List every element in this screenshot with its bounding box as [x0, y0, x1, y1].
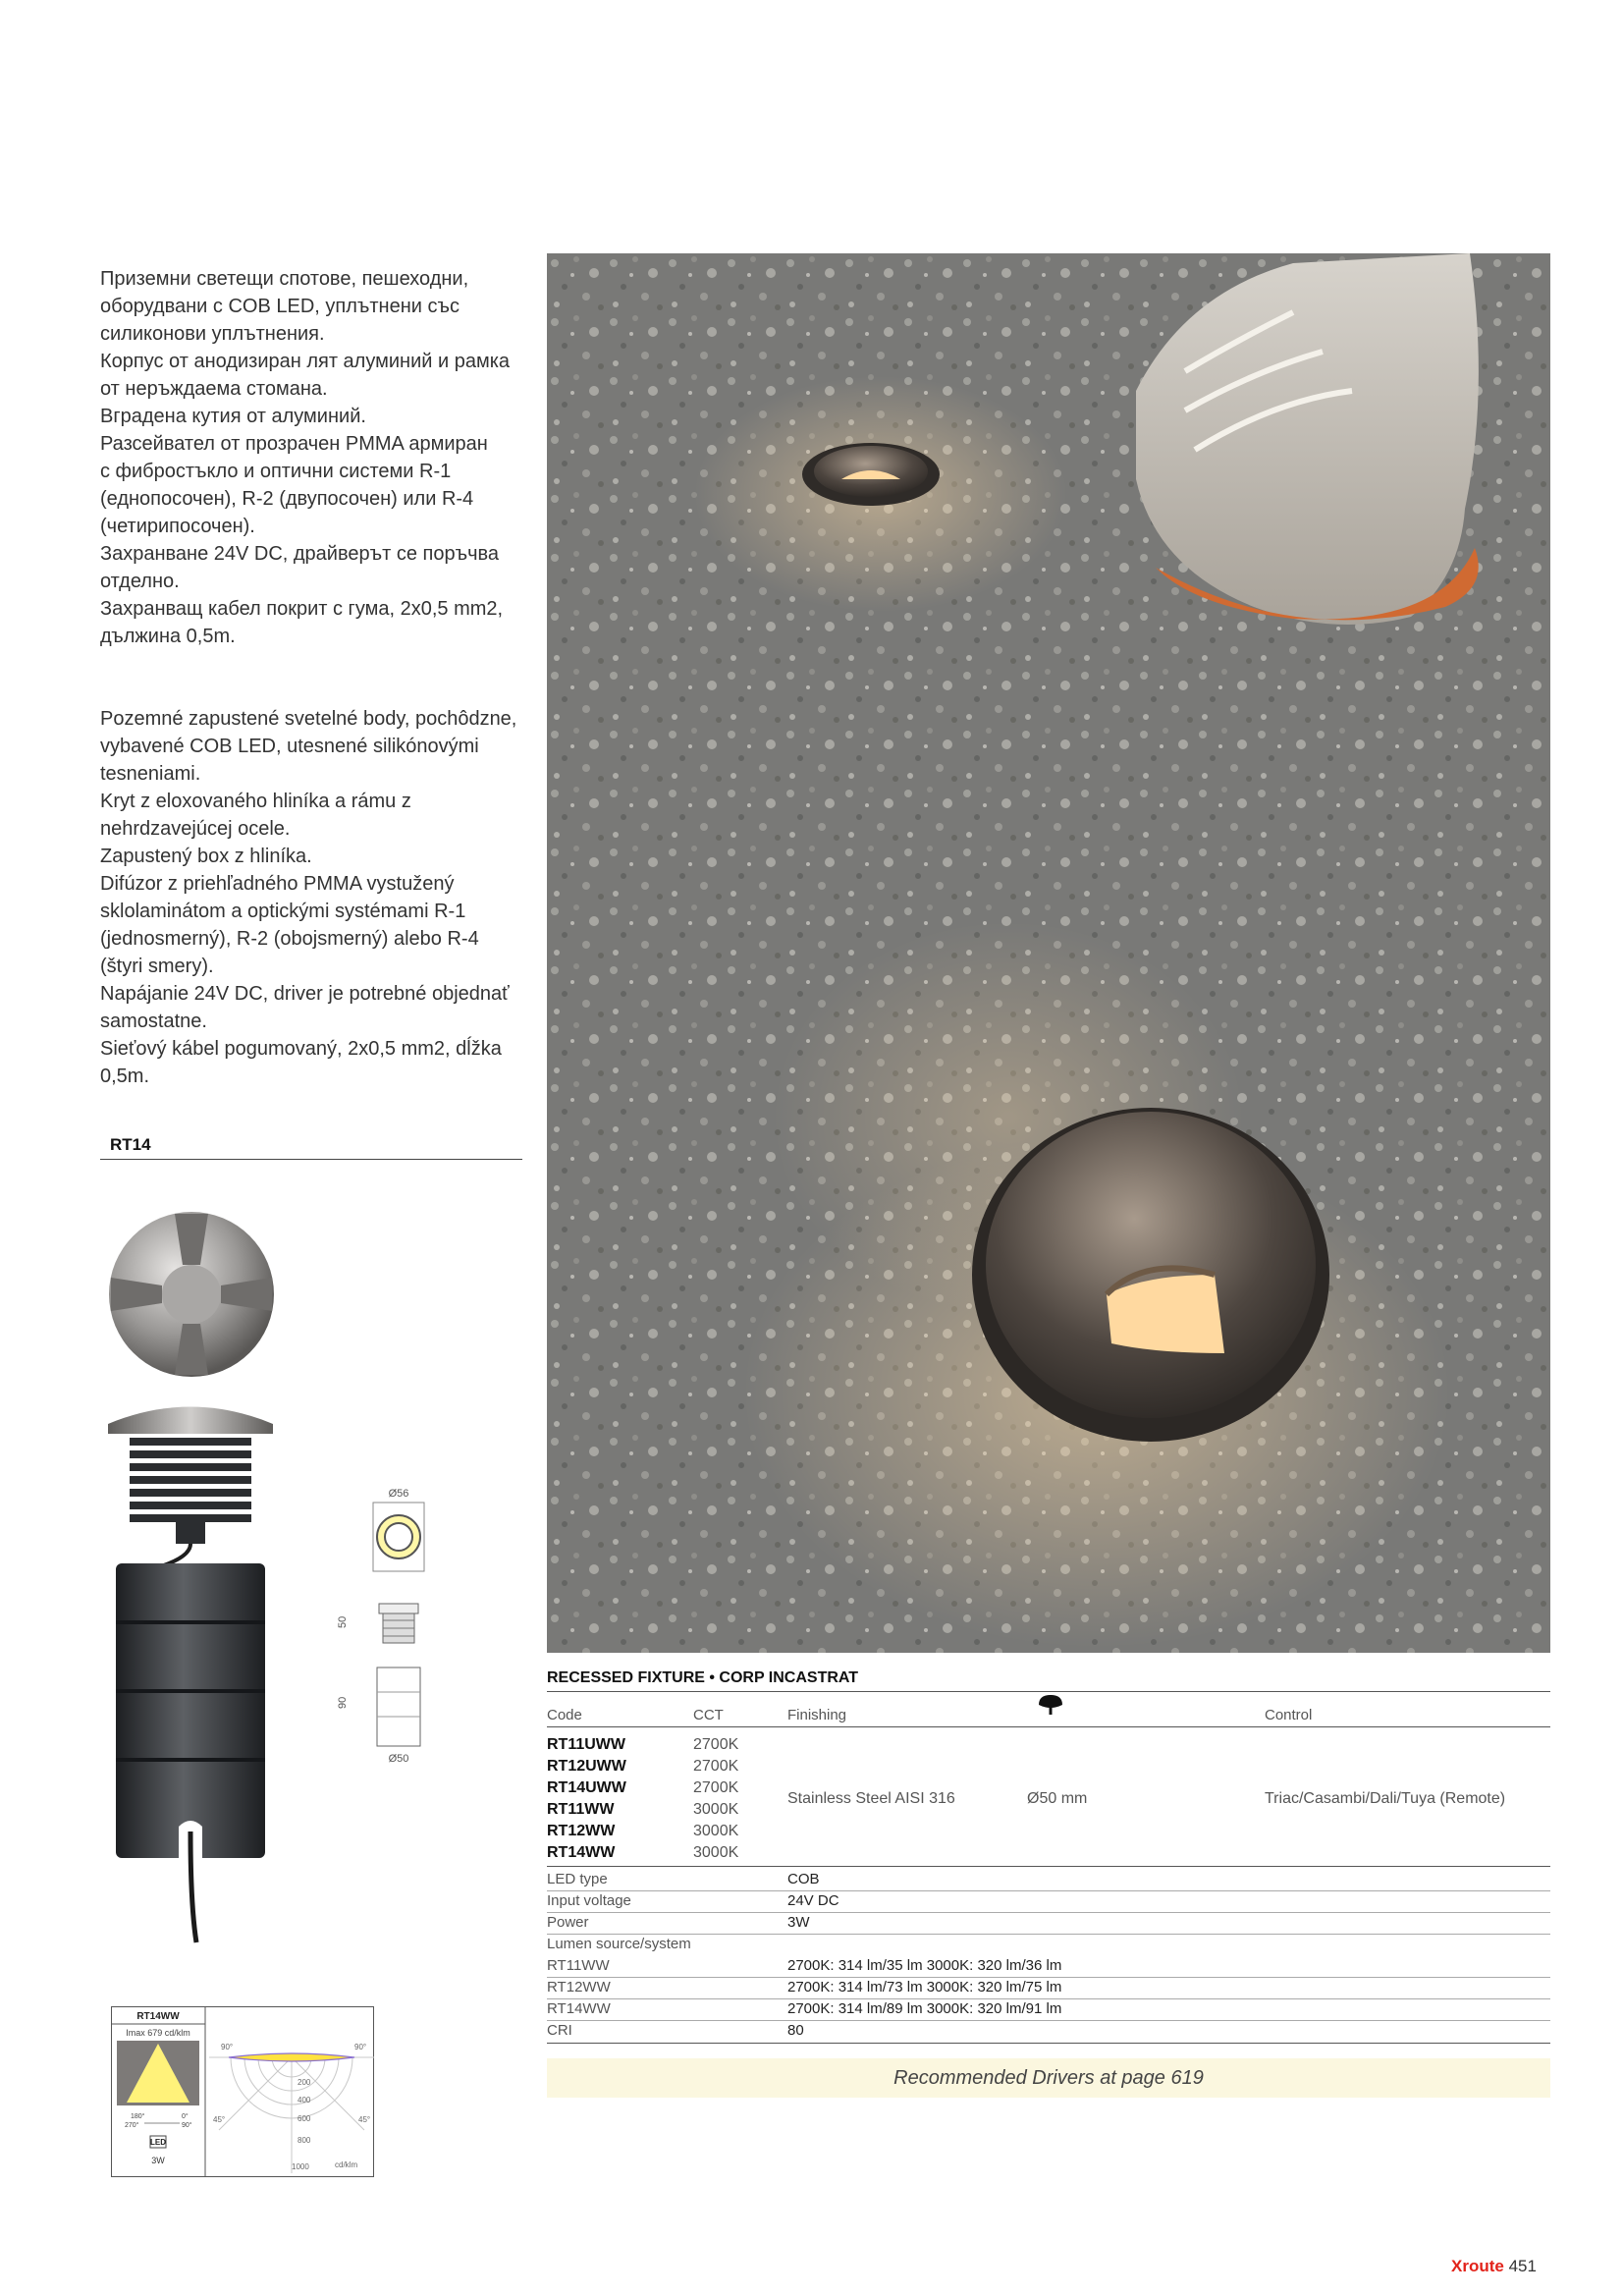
text-line: Pozemné zapustené svetelné body, pochôdzne, [100, 708, 517, 730]
spec-value: 80 [787, 2022, 804, 2039]
text-line: (štyri smery). [100, 956, 214, 977]
code-cell: RT14UWW [547, 1779, 626, 1796]
text-line: (еднопосочен), R-2 (двупосочен) или R-4 [100, 488, 474, 510]
header-cct: CCT [693, 1707, 724, 1723]
divider [547, 1998, 1550, 1999]
text-line: vybavené COB LED, utesnené silikónovými [100, 736, 479, 757]
dimension-diameter-label: Ø56 [388, 1488, 409, 1500]
spec-value: COB [787, 1871, 820, 1887]
divider [100, 1159, 522, 1160]
polar-angle-label: 90° [221, 2043, 234, 2051]
text-line: отделно. [100, 571, 180, 592]
spec-label: RT12WW [547, 1979, 611, 1995]
product-photo [547, 253, 1550, 1653]
spec-label: RT11WW [547, 1957, 610, 1974]
text-line: sklolaminátom a optickými systémami R-1 [100, 901, 466, 922]
power-label: 3W [151, 2156, 165, 2165]
dimension-height-top-label: 50 [337, 1615, 349, 1628]
text-line: дължина 0,5m. [100, 626, 236, 647]
divider [547, 1866, 1550, 1867]
spec-value: 3W [787, 1914, 810, 1931]
ring-label: 400 [298, 2096, 311, 2105]
cct-cell: 2700K [693, 1758, 739, 1775]
text-line: Корпус от анодизиран лят алуминий и рамка [100, 351, 511, 372]
table-title: RECESSED FIXTURE • CORP INCASTRAT [547, 1669, 859, 1686]
cct-cell: 3000K [693, 1801, 739, 1818]
ring-label: 800 [298, 2136, 311, 2145]
text-line: силиконови уплътнения. [100, 323, 325, 345]
spec-label: LED type [547, 1871, 608, 1887]
cct-cell: 2700K [693, 1736, 739, 1753]
control-cell: Triac/Casambi/Dali/Tuya (Remote) [1265, 1790, 1506, 1807]
photometric-imax: Imax 679 cd/klm [126, 2028, 190, 2038]
dim-side-top [379, 1604, 418, 1643]
code-cell: RT11WW [547, 1801, 615, 1818]
code-cell: RT11UWW [547, 1736, 625, 1753]
angle-label: 0° [182, 2113, 189, 2120]
description-bulgarian [100, 265, 532, 650]
photometric-diagram [111, 2006, 374, 2177]
product-side-view-image [102, 1394, 279, 1944]
code-cell: RT12WW [547, 1823, 616, 1839]
text-line: Napájanie 24V DC, driver je potrebné objednať [100, 983, 510, 1005]
text-line: Difúzor z priehľadného PMMA vystužený [100, 873, 455, 895]
code-cell: RT14WW [547, 1844, 616, 1861]
product-top-view-image [98, 1206, 285, 1383]
diameter-cell: Ø50 mm [1027, 1790, 1088, 1807]
dimension-box-diameter-label: Ø50 [388, 1753, 409, 1765]
angle-label: 270° [125, 2122, 139, 2129]
cct-cell: 2700K [693, 1779, 739, 1796]
spec-label: Lumen source/system [547, 1936, 691, 1952]
header-code: Code [547, 1707, 582, 1723]
spec-label: RT14WW [547, 2000, 611, 2017]
text-line: (jednosmerný), R-2 (obojsmerný) alebo R-4 [100, 928, 479, 950]
text-line: Захранване 24V DC, драйверът се поръчва [100, 543, 500, 565]
finishing-cell: Stainless Steel AISI 316 [787, 1790, 955, 1807]
header-finishing: Finishing [787, 1707, 847, 1723]
spec-value: 2700K: 314 lm/89 lm 3000K: 320 lm/91 lm [787, 2000, 1062, 2017]
model-label: RT14 [110, 1135, 151, 1154]
spec-value: 2700K: 314 lm/35 lm 3000K: 320 lm/36 lm [787, 1957, 1062, 1974]
ring-label: 600 [298, 2114, 311, 2123]
dimension-height-box-label: 90 [337, 1696, 349, 1709]
header-control: Control [1265, 1707, 1313, 1723]
cct-cell: 3000K [693, 1823, 739, 1839]
ring-label: 1000 [292, 2162, 309, 2171]
diameter-icon [1033, 1691, 1068, 1717]
divider [547, 2020, 1550, 2021]
polar-angle-label: 90° [354, 2043, 367, 2051]
recommended-drivers-note: Recommended Drivers at page 619 [547, 2058, 1550, 2098]
spec-label: Power [547, 1914, 589, 1931]
divider [547, 2043, 1550, 2044]
polar-angle-label: 45° [213, 2115, 226, 2124]
angle-label: 180° [131, 2113, 145, 2120]
polar-angle-label: 45° [358, 2115, 371, 2124]
text-line: Kryt z eloxovaného hliníka a rámu z [100, 791, 411, 812]
text-line: (четирипосочен). [100, 516, 255, 537]
unit-label: cd/klm [335, 2160, 358, 2169]
led-label: LED [150, 2138, 166, 2147]
spec-value: 24V DC [787, 1892, 839, 1909]
divider [547, 1934, 1550, 1935]
brand-name: Xroute [1451, 2257, 1504, 2275]
text-line: Sieťový kábel pogumovaný, 2x0,5 mm2, dĺžka [100, 1038, 502, 1060]
text-line: 0,5m. [100, 1066, 150, 1087]
text-line: оборудвани с COB LED, уплътнени със [100, 296, 460, 317]
spec-value: 2700K: 314 lm/73 lm 3000K: 320 lm/75 lm [787, 1979, 1062, 1995]
description-slovak [100, 705, 532, 1090]
text-line: Захранващ кабел покрит с гума, 2x0,5 mm2, [100, 598, 504, 620]
page-footer [1451, 2257, 1537, 2276]
spec-label: CRI [547, 2022, 572, 2039]
page-number: 451 [1508, 2257, 1537, 2275]
ring-label: 200 [298, 2078, 311, 2087]
text-line: от неръждаема стомана. [100, 378, 328, 400]
text-line: Вградена кутия от алуминий. [100, 406, 366, 427]
text-line: samostatne. [100, 1011, 207, 1032]
divider [547, 1912, 1550, 1913]
code-cell: RT12UWW [547, 1758, 626, 1775]
dimension-drawing [334, 1481, 442, 1776]
text-line: tesneniami. [100, 763, 201, 785]
text-line: Разсейвател от прозрачен PMMA армиран [100, 433, 488, 455]
divider [547, 1890, 1550, 1891]
photometric-model: RT14WW [136, 2011, 180, 2022]
text-line: Приземни светещи спотове, пешеходни, [100, 268, 469, 290]
text-line: Zapustený box z hliníka. [100, 846, 312, 867]
divider [547, 1726, 1550, 1727]
spec-label: Input voltage [547, 1892, 631, 1909]
text-line: с фибростъкло и оптични системи R-1 [100, 461, 452, 482]
text-line: nehrdzavejúcej ocele. [100, 818, 291, 840]
cct-cell: 3000K [693, 1844, 739, 1861]
divider [547, 1977, 1550, 1978]
angle-label: 90° [182, 2122, 192, 2129]
